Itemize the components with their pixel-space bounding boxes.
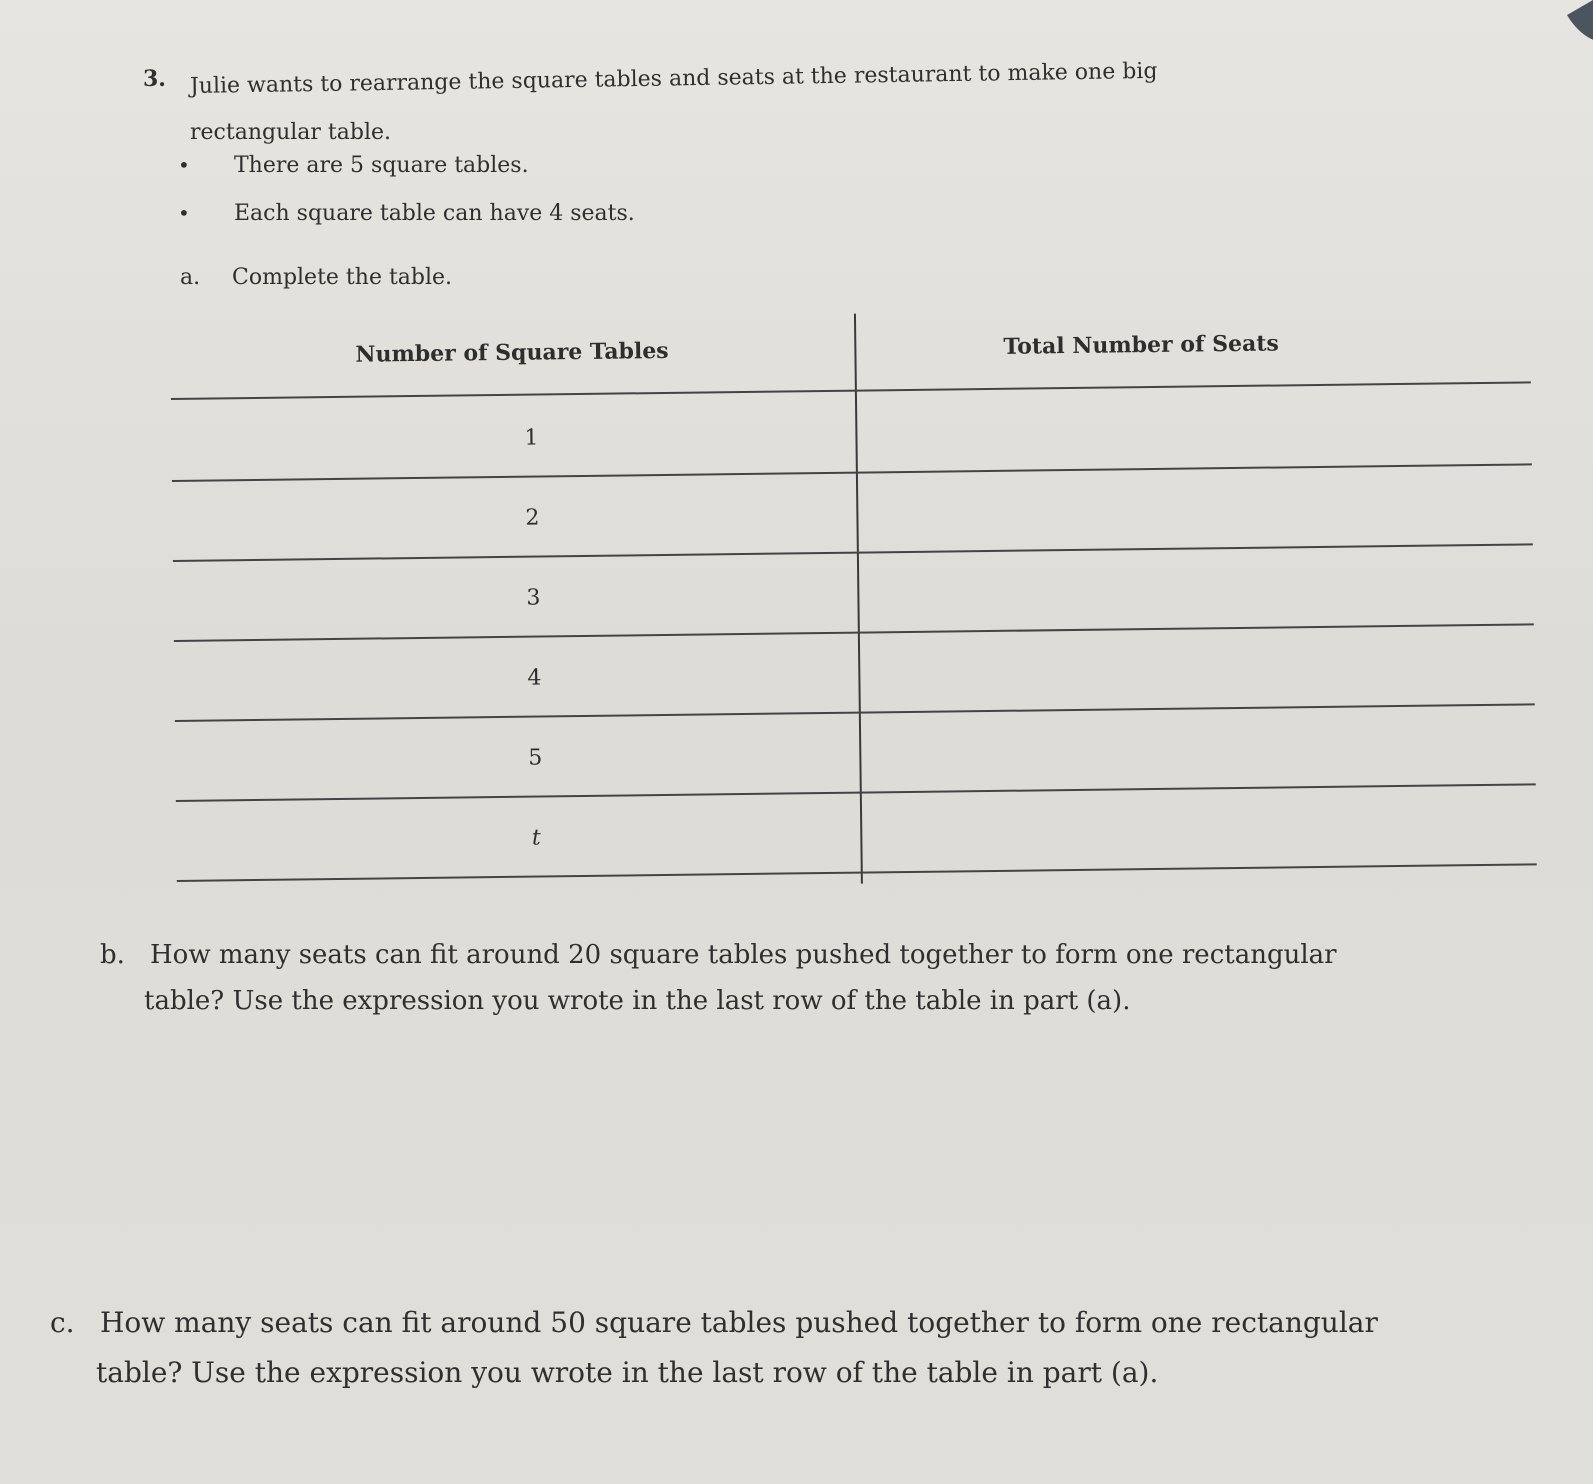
part-a-prompt (180, 265, 452, 290)
part-c-label: c. (50, 1306, 75, 1339)
part-b-label: b. (100, 940, 125, 970)
part-c-line-1 (50, 1298, 1530, 1348)
question-number: 3. (143, 66, 166, 92)
bullet-list (178, 153, 635, 249)
part-c-line-2: table? Use the expression you wrote in the last row of the table in part (a). (96, 1356, 1159, 1389)
part-b-line-2: table? Use the expression you wrote in the last row of the table in part (a). (144, 986, 1131, 1016)
bullet-text: There are 5 square tables. (234, 153, 529, 178)
part-a-label: a. (180, 265, 201, 290)
table-row-tables: 5 (528, 745, 543, 771)
table-row-tables: 3 (526, 585, 541, 611)
question-stem-line-1: Julie wants to rearrange the square tables and seats at the restaurant to make one big (189, 58, 1158, 99)
part-c-text-1: How many seats can fit around 50 square tables pushed together to form one rectangular (100, 1306, 1378, 1339)
column-divider (854, 314, 863, 884)
corner-shadow (1567, 0, 1593, 55)
seats-table (170, 305, 1537, 892)
bullet-icon: • (178, 201, 190, 225)
table-row-tables: t (531, 825, 541, 851)
table-row-tables: 4 (527, 665, 542, 691)
header-number-of-square-tables: Number of Square Tables (355, 337, 669, 368)
part-c-question (50, 1298, 1530, 1398)
question-stem-line-2: rectangular table. (190, 120, 391, 145)
table-row-seats-answer[interactable] (875, 718, 1516, 786)
table-row-tables: 1 (524, 425, 539, 451)
table-row-seats-answer[interactable] (872, 478, 1513, 546)
row-rule (177, 863, 1537, 882)
part-a-text: Complete the table. (232, 265, 453, 290)
part-b-answer-space[interactable] (150, 1040, 1490, 1280)
table-row-seats-answer[interactable] (876, 798, 1517, 866)
part-b-text-1: How many seats can fit around 20 square tables pushed together to form one rectangular (150, 940, 1337, 970)
table-row-seats-answer[interactable] (873, 558, 1514, 626)
header-total-number-of-seats: Total Number of Seats (1003, 330, 1279, 360)
table-row-seats-answer[interactable] (871, 396, 1512, 464)
part-b-question (100, 932, 1500, 1024)
bullet-icon: • (178, 153, 190, 177)
bullet-text: Each square table can have 4 seats. (234, 201, 635, 226)
question-stem (189, 58, 1360, 156)
table-row-tables: 2 (525, 505, 540, 531)
part-b-line-1 (100, 932, 1500, 978)
table-row-seats-answer[interactable] (874, 638, 1515, 706)
bullet-item (178, 201, 635, 249)
bullet-item (178, 153, 635, 201)
